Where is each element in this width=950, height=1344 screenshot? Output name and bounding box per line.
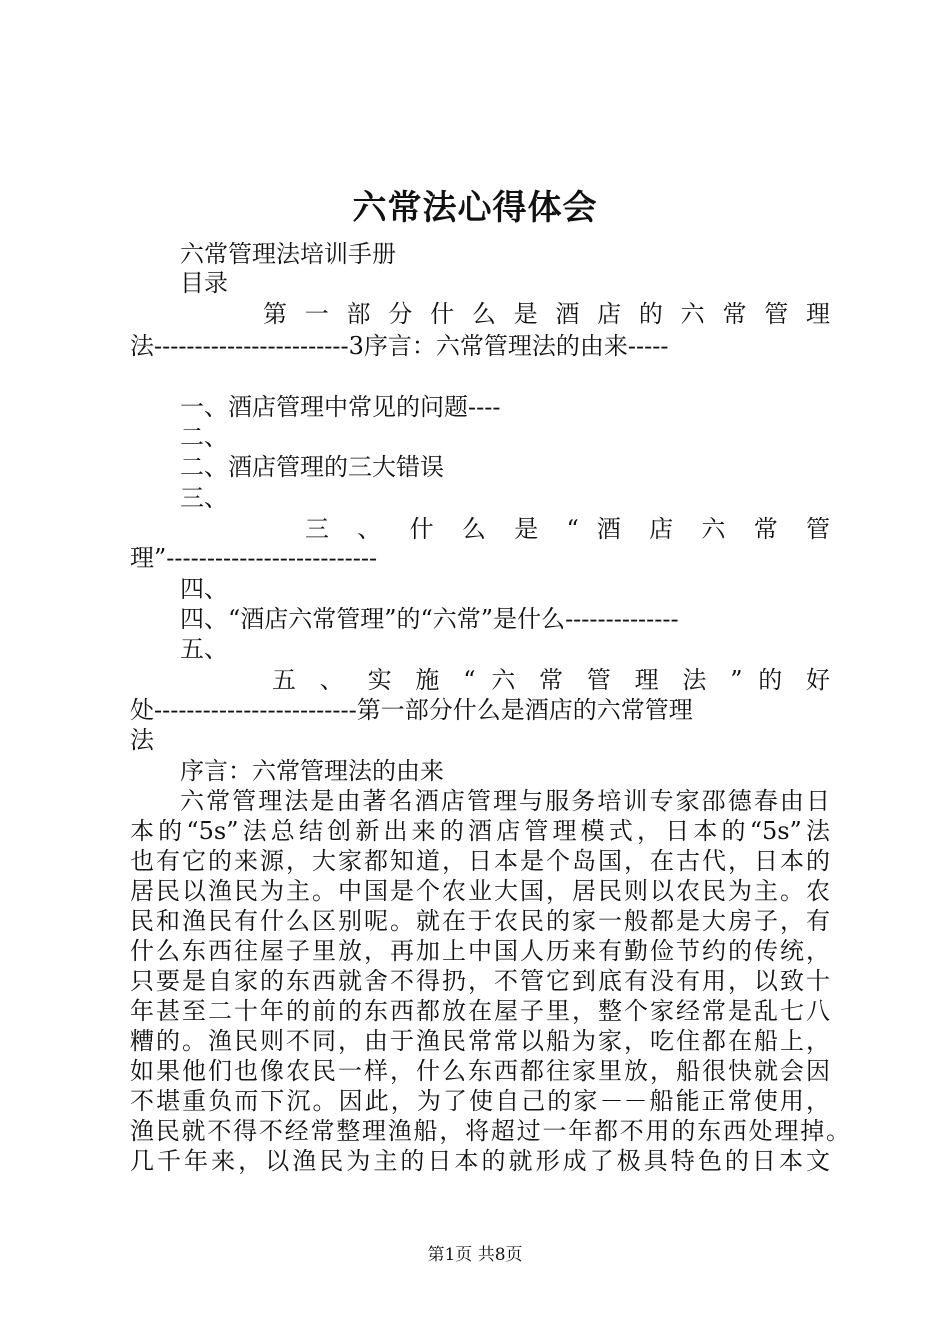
body-line: 六常管理法是由著名酒店管理与服务培训专家邵德春由日 xyxy=(180,787,830,815)
toc-heading: 目录 xyxy=(180,269,228,297)
body-line: 不堪重负而下沉。因此，为了使自己的家－－船能正常使用， xyxy=(130,1087,830,1115)
toc-line: 五 、 实 施 “ 六 常 管 理 法 ” 的 好 xyxy=(272,666,830,694)
toc-line: 第 一 部 分 什 么 是 酒 店 的 六 常 管 理 xyxy=(263,300,830,328)
page-footer: 第1页 共8页 xyxy=(427,1245,523,1265)
toc-line: 三 、 什 么 是 “ 酒 店 六 常 管 xyxy=(305,515,830,543)
toc-line: 三、 xyxy=(180,484,228,512)
body-line: 也有它的来源，大家都知道，日本是个岛国，在古代，日本的 xyxy=(130,847,830,875)
body-line: 几千年来，以渔民为主的日本的就形成了极具特色的日本文 xyxy=(130,1147,830,1175)
toc-line: 法 xyxy=(130,726,154,754)
body-line: 年甚至二十年的前的东西都放在屋子里，整个家经常是乱七八 xyxy=(130,997,830,1025)
body-line: 什么东西往屋子里放，再加上中国人历来有勤俭节约的传统， xyxy=(130,937,830,965)
toc-line: 二、 xyxy=(180,423,228,451)
toc-line: 五、 xyxy=(180,635,228,663)
toc-line: 四、“酒店六常管理”的“六常”是什么-------------- xyxy=(180,605,679,633)
subtitle-line: 六常管理法培训手册 xyxy=(180,240,396,268)
section-heading: 序言：六常管理法的由来 xyxy=(180,757,444,785)
toc-line: 法------------------------3序言：六常管理法的由来----- xyxy=(130,332,669,360)
toc-line: 处-------------------------第一部分什么是酒店的六常管理 xyxy=(130,696,693,724)
body-line: 只要是自家的东西就舍不得扔，不管它到底有没有用，以致十 xyxy=(130,967,830,995)
body-line: 如果他们也像农民一样，什么东西都往家里放，船很快就会因 xyxy=(130,1057,830,1085)
toc-line: 二、酒店管理的三大错误 xyxy=(180,453,444,481)
body-line: 糟的。渔民则不同，由于渔民常常以船为家，吃住都在船上， xyxy=(130,1027,830,1055)
body-line: 渔民就不得不经常整理渔船，将超过一年都不用的东西处理掉。 xyxy=(130,1117,850,1145)
toc-line: 四、 xyxy=(180,575,228,603)
toc-line: 理”-------------------------- xyxy=(130,544,378,572)
body-line: 本的“5s”法总结创新出来的酒店管理模式，日本的“5s”法 xyxy=(130,817,830,845)
toc-line: 一、酒店管理中常见的问题---- xyxy=(180,393,501,421)
document-title: 六常法心得体会 xyxy=(352,188,598,228)
body-line: 居民以渔民为主。中国是个农业大国，居民则以农民为主。农 xyxy=(130,877,830,905)
body-line: 民和渔民有什么区别呢。就在于农民的家一般都是大房子，有 xyxy=(130,907,830,935)
